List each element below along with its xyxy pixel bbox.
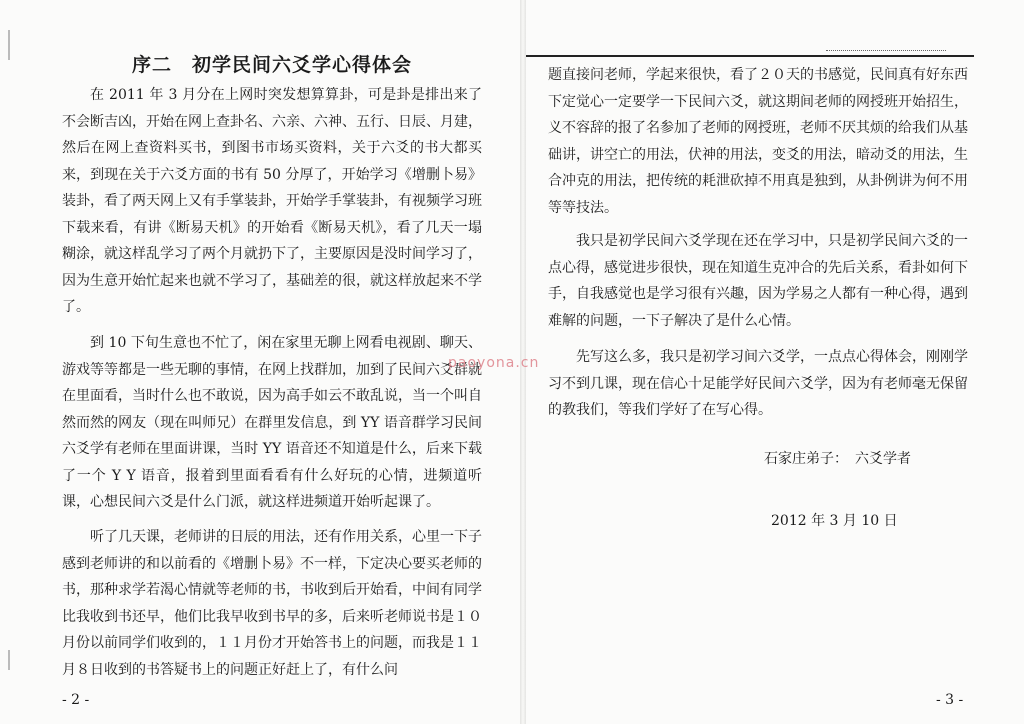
paragraph: 到 10 下旬生意也不忙了，闲在家里无聊上网看电视剧、聊天、游戏等等都是一些无聊的事情，在网上找群加，加到了民间六爻群就在里面看，当时什么也不敢说，因为高手如云不敢乱说，当一个叫自然而然的网友（现在叫师兄）在群里发信息，到 YY 语音群学习民间六爻学有老师在里面讲课，当时 YY 语音还不知道是什么，后来下载了一个 Y Y 语音，报着到里面看看有什么好玩的心情，进频道听课，心想民间六爻是什么门派，就这样进频道开始听起课了。 <box>62 335 482 510</box>
paragraph: 我只是初学民间六爻学现在还在学习中，只是初学民间六爻的一点心得，感觉进步很快，现在知道生克冲合的先后关系，看卦如何下手，自我感觉也是学习很有兴趣，因为学易之人都有一种心得，遇到难解的问题，一下子解决了是什么心情。 <box>548 233 968 329</box>
page-title: 序二 初学民间六爻学心得体会 <box>132 54 413 76</box>
signature: 石家庄弟子： 六爻学者 <box>764 451 911 467</box>
paragraph: 先写这么多，我只是初学习间六爻学，一点点心得体会，刚刚学习不到几课，现在信心十足能学好民间六爻学，因为有老师毫无保留的教我们，等我们学好了在写心得。 <box>548 349 968 418</box>
paragraph: 听了几天课，老师讲的日辰的用法，还有作用关系，心里一下子感到老师讲的和以前看的《增删卜易》不一样，下定决心要买老师的书，那种求学若渴心情就等老师的书，书收到后开始看，中间有同学比我收到书还早，他们比我早收到书早的多，后来听老师说书是１０月份以前同学们收到的，１１月份才开始答书上的问题，而我是１１月８日收到的书答疑书上的问题正好赶上了，有什么问 <box>62 529 482 678</box>
page-number: - 2 - <box>62 692 90 708</box>
watermark: paoyona.cn <box>448 355 540 371</box>
header-rule <box>526 55 974 57</box>
header-marks <box>826 42 946 51</box>
right-page <box>526 0 1024 724</box>
paragraph: 在 2011 年 3 月分在上网时突发想算算卦，可是卦是排出来了不会断吉凶，开始在网上查卦名、六亲、六神、五行、日辰、月建，然后在网上查资料买书，到图书市场买资料，关于六爻的书大都买来，到现在关于六爻方面的书有 50 分厚了，开始学习《增删卜易》装卦，看了两天网上又有手掌装卦，开始学手掌装卦，有视频学习班下载来看，有讲《断易天机》的开始看《断易天机》，看了几天一塌糊涂，就这样乱学习了两个月就扔下了，主要原因是没时间学习了，因为生意开始忙起来也就不学习了，基础差的很，就这样放起来不学了。 <box>62 87 482 315</box>
paragraph: 题直接问老师，学起来很快，看了２０天的书感觉，民间真有好东西下定觉心一定要学一下民间六爻，就这期间老师的网授班开始招生，义不容辞的报了名参加了老师的网授班，老师不厌其烦的给我们从基础讲，讲空亡的用法，伏神的用法，变爻的用法，暗动爻的用法，生合冲克的用法，把传统的耗泄砍掉不用真是独到，从卦例讲为何不用等等技法。 <box>548 67 968 216</box>
date: 2012 年 3 月 10 日 <box>771 513 898 529</box>
page-number: - 3 - <box>936 692 964 708</box>
